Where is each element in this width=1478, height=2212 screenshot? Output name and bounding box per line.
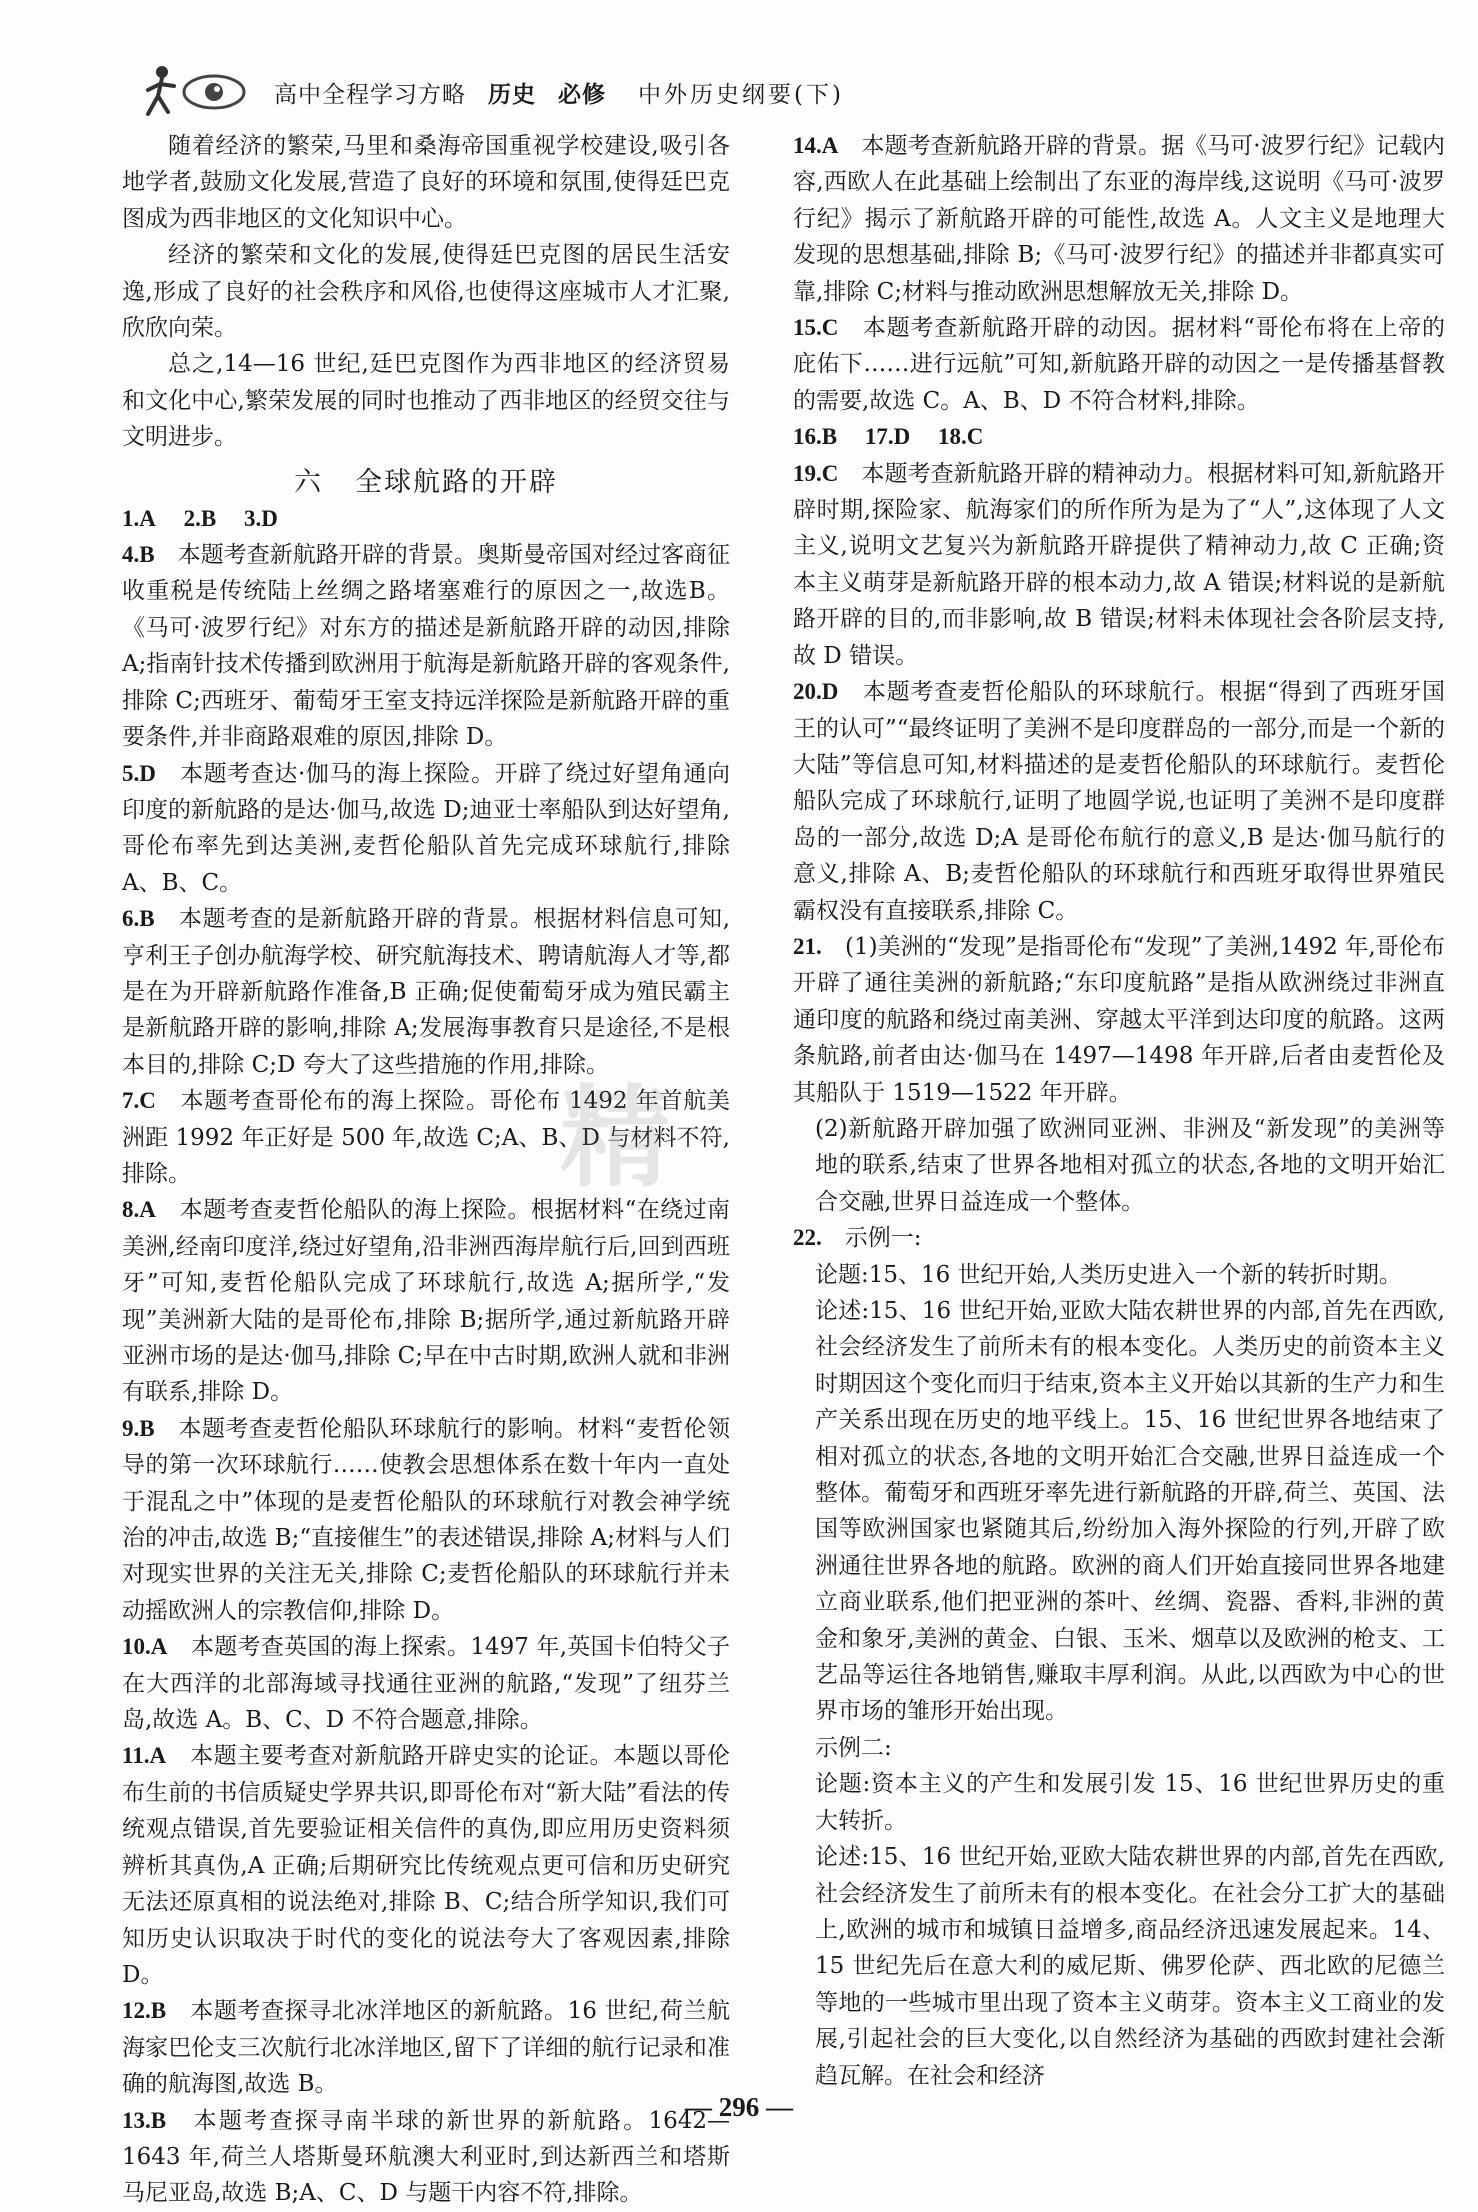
answer-text: 本题考查英国的海上探索。1497 年,英国卡伯特父子在大西洋的北部海域寻找通往亚洲的航路,“发现”了纽芬兰岛,故选 A。B、C、D 不符合题意,排除。 [122,1634,730,1734]
intro-paragraph: 经济的繁荣和文化的发展,使得廷巴克图的居民生活安逸,形成了良好的社会秩序和风俗,也使得这座城市人才汇聚,欣欣向荣。 [122,242,730,342]
answer-item [122,756,730,902]
quick-answer: 1.A [122,505,156,531]
quick-answer: 2.B [183,505,217,531]
answer-item [793,674,1445,929]
answer-item [122,537,730,755]
answer-item [122,1738,730,1993]
watermark-stamp: 精 [560,1073,682,1202]
section-heading: 全球航路的开辟 [355,466,558,498]
answer-item [122,1629,730,1738]
section-title [122,460,730,499]
answer-subpart: (2)新航路开辟加强了欧洲同亚洲、非洲及“新发现”的美洲等地的联系,结束了世界各地相对孤立的状态,各地的文明开始汇合交融,世界日益连成一个整体。 [815,1115,1445,1215]
book-title: 中外历史纲要(下) [638,81,844,108]
answer-number: 20.D [793,679,839,705]
answer-number: 9.B [122,1415,155,1441]
series-title: 高中全程学习方略 [274,81,466,108]
answer-number: 19.C [793,460,839,486]
section-number: 六 [294,466,323,498]
answer-text: 本题考查的是新航路开辟的背景。根据材料信息可知,亨利王子创办航海学校、研究航海技术、聘请航海人才等,都是在为开辟新航路作准备,B 正确;促使葡萄牙成为殖民霸主是新航路开辟的影响,排除 A;发展海事教育只是途径,不是根本目的,排除 C;D 夸大了这些措施的作用,排除。 [122,906,731,1078]
answer-text: 本题主要考查对新航路开辟史实的论证。本题以哥伦布生前的书信质疑史学界共识,即哥伦布对“新大陆”看法的传统观点错误,首先要验证相关信件的真伪,即应用历史资料须辨析其真伪,A 正确;后期研究比传统观点更可信和历史研究无法还原真相的说法绝对,排除 B、C;结合所学知识,我们可知历史认识取决于时代的变化的说法夸大了客观因素,排除 D。 [122,1743,731,1988]
answer-number: 4.B [122,542,155,568]
answer-number: 5.D [122,760,156,786]
answer-text: 本题考查麦哲伦船队的海上探险。根据材料“在绕过南美洲,经南印度洋,绕过好望角,沿非洲西海岸航行后,回到西班牙”可知,麦哲伦船队完成了环球航行,故选 A;据所学,“发现”美洲新大陆的是哥伦布,排除 B;据所学,通过新航路开辟亚洲市场的是达·伽马,排除 C;早在中古时期,欧洲人就和非洲有联系,排除 D。 [122,1197,731,1406]
answer-text: 本题考查哥伦布的海上探险。哥伦布 1492 年首航美洲距 1992 年正好是 500 年,故选 C;A、B、D 与材料不符,排除。 [122,1088,730,1187]
example-thesis: 论题:资本主义的产生和发展引发 15、16 世纪世界历史的重大转折。 [815,1771,1445,1834]
answer-item [793,456,1445,674]
quick-answers [122,501,730,537]
answer-item [793,128,1445,310]
right-column [793,128,1445,2094]
page-number: — 296 — [685,2092,793,2122]
answer-number: 21. [793,933,822,959]
quick-answers [793,419,1445,455]
answer-text: (1)美洲的“发现”是指哥伦布“发现”了美洲,1492 年,哥伦布开辟了通往美洲的新航路;“东印度航路”是指从欧洲绕过非洲直通印度的航路和绕过南美洲、穿越太平洋到达印度的航路。这两条航路,前者由达·伽马在 1497—1498 年开辟,后者由麦哲伦及其船队于 1519—1522 年开辟。 [793,933,1445,1106]
example-argument: 论述:15、16 世纪开始,亚欧大陆农耕世界的内部,首先在西欧,社会经济发生了前所未有的根本变化。人类历史的前资本主义时期因这个变化而归于结束,资本主义开始以其新的生产力和生产关系出现在历史的地平线上。15、16 世纪世界各地结束了相对孤立的状态,各地的文明开始汇合交融,世界日益连成一个整体。葡萄牙和西班牙率先进行新航路的开辟,荷兰、英国、法国等欧洲国家也紧随其后,纷纷加入海外探险的行列,开辟了欧洲通往世界各地的航路。欧洲的商人们开始直接同世界各地建立商业联系,他们把亚洲的茶叶、丝绸、瓷器、香料,非洲的黄金和象牙,美洲的黄金、白银、玉米、烟草以及欧洲的枪支、工艺品等运往各地销售,赚取丰厚利润。从此,以西欧为中心的世界市场的雏形开始出现。 [815,1298,1445,1725]
quick-answer: 16.B [793,424,838,450]
answer-text: 本题考查达·伽马的海上探险。开辟了绕过好望角通向印度的新航路的是达·伽马,故选 D;迪亚士率船队到达好望角,哥伦布率先到达美洲,麦哲伦船队首先完成环球航行,排除 A、B、C。 [122,760,731,896]
runner-eye-logo-icon [140,62,260,122]
quick-answer: 17.D [864,424,911,450]
answer-item [793,1220,1445,1256]
page-header [140,62,1340,122]
answer-item [793,310,1445,419]
quick-answer: 3.D [243,505,278,531]
intro-paragraph: 随着经济的繁荣,马里和桑海帝国重视学校建设,吸引各地学者,鼓励文化发展,营造了良好的环境和氛围,使得廷巴克图成为西非地区的文化知识中心。 [122,133,730,232]
answer-item [122,1411,730,1629]
answer-text: 本题考查麦哲伦船队环球航行的影响。材料“麦哲伦领导的第一次环球航行……使教会思想体系在数十年内一直处于混乱之中”体现的是麦哲伦船队的环球航行对教会神学统治的冲击,故选 B;“直接催生”的表述错误,排除 A;材料与人们对现实世界的关注无关,排除 C;麦哲伦船队的环球航行并未动摇欧洲人的宗教信仰,排除 D。 [122,1415,730,1624]
answer-number: 11.A [122,1743,167,1769]
answer-number: 8.A [122,1197,156,1223]
answer-number: 22. [793,1225,822,1251]
answer-text: 本题考查探寻南半球的新世界的新航路。1642—1643 年,荷兰人塔斯曼环航澳大利亚时,到达新西兰和塔斯马尼亚岛,故选 B;A、C、D 与题干内容不符,排除。 [122,2107,730,2207]
example-label: 示例一: [844,1225,922,1252]
answer-text: 本题考查麦哲伦船队的环球航行。根据“得到了西班牙国王的认可”“最终证明了美洲不是印度群岛的一部分,而是一个新的大陆”等信息可知,材料描述的是麦哲伦船队的环球航行。麦哲伦船队完成了环球航行,证明了地圆学说,也证明了美洲不是印度群岛的一部分,故选 D;A 是哥伦布航行的意义,B 是达·伽马航行的意义,排除 A、B;麦哲伦船队的环球航行和西班牙取得世界殖民霸权没有直接联系,排除 C。 [793,679,1445,924]
answer-item [122,901,730,1083]
answer-item [793,929,1445,1111]
answer-number: 12.B [122,1998,167,2024]
answer-text: 本题考查探寻北冰洋地区的新航路。16 世纪,荷兰航海家巴伦支三次航行北冰洋地区,留下了详细的航行记录和准确的航海图,故选 B。 [122,1998,731,2098]
answer-item [122,1083,730,1192]
example-thesis: 论题:15、16 世纪开始,人类历史进入一个新的转折时期。 [815,1261,1402,1288]
answer-text: 本题考查新航路开辟的精神动力。根据材料可知,新航路开辟时期,探险家、航海家们的所作所为是为了“人”,这体现了人文主义,说明文艺复兴为新航路开辟提供了精神动力,故 C 正确;资本主义萌芽是新航路开辟的根本动力,故 A 错误;材料说的是新航路开辟的目的,而非影响,故 B 错误;材料未体现社会各阶层支持,故 D 错误。 [793,460,1446,669]
example-argument: 论述:15、16 世纪开始,亚欧大陆农耕世界的内部,首先在西欧,社会经济发生了前所未有的根本变化。在社会分工扩大的基础上,欧洲的城市和城镇日益增多,商品经济迅速发展起来。14、15 世纪先后在意大利的威尼斯、佛罗伦萨、西北欧的尼德兰等地的一些城市里出现了资本主义萌芽。资本主义工商业的发展,引起社会的巨大变化,以自然经济为基础的西欧封建社会渐趋瓦解。在社会和经济 [815,1844,1445,2089]
answer-number: 10.A [122,1634,168,1660]
example-label: 示例二: [815,1734,892,1761]
left-column [122,128,730,2212]
answer-number: 14.A [793,133,839,158]
answer-text: 本题考查新航路开辟的背景。据《马可·波罗行纪》记载内容,西欧人在此基础上绘制出了东亚的海岸线,这说明《马可·波罗行纪》揭示了新航路开辟的可能性,故选 A。人文主义是地理大发现的思想基础,排除 B;《马可·波罗行纪》的描述并非都真实可靠,排除 C;材料与推动欧洲思想解放无关,排除 D。 [793,133,1446,305]
subject-label: 历史 [488,80,536,108]
quick-answer: 18.C [937,424,984,450]
answer-number: 13.B [122,2107,167,2133]
intro-paragraph: 总之,14—16 世纪,廷巴克图作为西非地区的经济贸易和文化中心,繁荣发展的同时也推动了西非地区的经贸交往与文明进步。 [122,351,730,451]
answer-text: 本题考查新航路开辟的背景。奥斯曼帝国对经过客商征收重税是传统陆上丝绸之路堵塞难行的原因之一,故选B。《马可·波罗行纪》对东方的描述是新航路开辟的动因,排除 A;指南针技术传播到欧洲用于航海是新航路开辟的客观条件,排除 C;西班牙、葡萄牙王室支持远洋探险是新航路开辟的重要条件,并非商路艰难的原因,排除 D。 [122,542,731,751]
volume-label: 必修 [558,80,606,108]
answer-number: 6.B [122,906,155,932]
answer-text: 本题考查新航路开辟的动因。据材料“哥伦布将在上帝的庇佑下……进行远航”可知,新航路开辟的动因之一是传播基督教的需要,故选 C。A、B、D 不符合材料,排除。 [793,315,1445,414]
answer-item [122,1192,730,1410]
answer-number: 7.C [122,1088,156,1114]
answer-number: 15.C [793,315,839,341]
answer-item [122,1993,730,2102]
